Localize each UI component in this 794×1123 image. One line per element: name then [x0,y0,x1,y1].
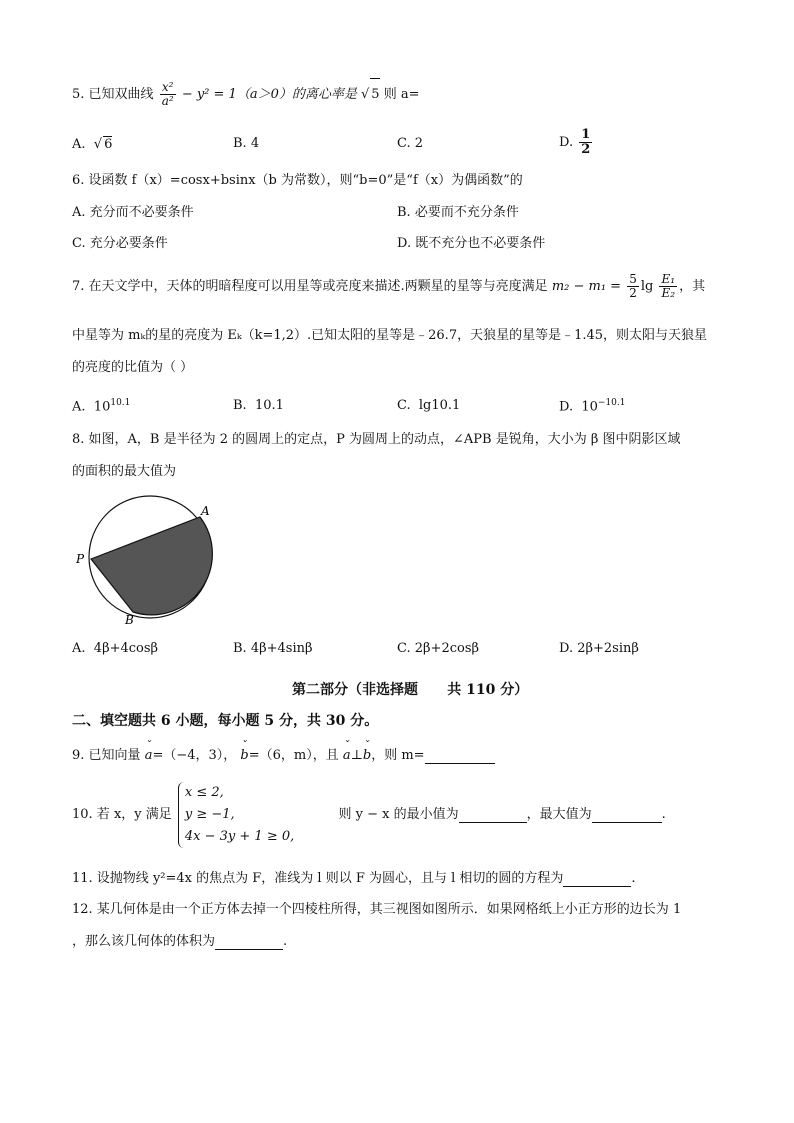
q5-prefix: 5. 已知双曲线 [72,87,154,102]
q10-min-blank[interactable] [459,808,527,823]
q7-frac-e1-e2: $\frac{\text{E₁}}{\text{E₂}}$ [661,271,676,300]
q12-line2: ，那么该几何体的体积为 . [72,934,288,949]
q11-stem: 11. 设抛物线 y²=4x 的焦点为 F，准线为 l 则以 F 为圆心，且与 l 相切的圆的方程为 . [72,871,636,886]
q12-answer-blank[interactable] [215,935,283,950]
q7-option-c: C. lg10.1 [397,398,461,413]
q7-option-b: B. 10.1 [233,398,284,413]
q8-option-d: D. 2β+2sinβ [559,641,639,656]
q9-answer-blank[interactable] [425,749,495,764]
q11-answer-blank[interactable] [563,872,631,887]
q10-max-blank[interactable] [592,808,662,823]
q6-stem: 6. 设函数 f（x）=cosx+bsinx（b 为常数），则“b=0”是“f（x）为偶函数”的 [72,173,523,188]
q7-line2: 中星等为 mₖ的星的亮度为 Eₖ（k=1,2）.已知太阳的星等是﹣26.7，天狼星的星等是﹣1.45，则太阳与天狼星 [72,328,708,343]
q7-formula-lhs: m₂ − m₁ = [551,279,622,294]
q8-label-a: A [201,504,210,518]
part2-heading: 第二部分（非选择题 共 110 分） [292,682,529,698]
q6-option-a: A. 充分而不必要条件 [72,205,194,220]
q5-option-b: B. 4 [233,136,260,151]
section-heading: 二、填空题共 6 小题，每小题 5 分，共 30 分。 [72,713,379,729]
q6-option-d: D. 既不充分也不必要条件 [397,236,546,251]
q7-option-a: A. $10^{10.1}$ [72,398,131,415]
q8-line1: 8. 如图，A，B 是半径为 2 的圆周上的定点，P 为圆周上的动点，∠APB 是锐角，大小为 β 图中阴影区域 [72,432,681,447]
q5-option-a: A. √ 6 [72,137,113,152]
q10-constraint-system: x ≤ 2, y ≥ −1, 4x − 3y + 1 ≥ 0, [178,782,294,848]
q8-option-c: C. 2β+2cosβ [397,641,480,656]
q10-stem: 10. 若 x，y 满足 x ≤ 2, y ≥ −1, 4x − 3y + 1 ≥ 0, 则 y − x 的最小值为 ，最大值为 . [72,782,666,848]
q12-line1: 12. 某几何体是由一个正方体去掉一个四棱柱所得，其三视图如图所示．如果网格纸上小正方形的边长为 1 [72,902,682,917]
q7-option-d: D. $10^{-10.1}$ [559,398,626,415]
q5-stem [72,78,419,110]
q6-option-c: C. 充分必要条件 [72,236,168,251]
q5-option-c: C. 2 [397,136,424,151]
q8-option-a: A. 4β+4cosβ [72,641,159,656]
q5-option-d-fraction: $\frac{1}{2}$ [581,127,591,158]
q7-line3: 的亮度的比值为（ ） [72,360,194,375]
q8-label-b: B [125,613,134,627]
q8-line2: 的面积的最大值为 [72,464,177,479]
q6-option-b: B. 必要而不充分条件 [397,205,519,220]
q7-line1: 7. 在天文学中，天体的明暗程度可以用星等或亮度来描述.两颗星的星等与亮度满足 m₂ − m₁ = $\frac{5}{2}$ lg $\frac{\text{E₁}}{\text{E₂}}$ ，其 [72,271,706,300]
q9-stem: 9. 已知向量 ˇ a=（−4，3）， ˇ b=（6，m），且 ˇ a⊥ˇ b，则 m= [72,748,495,764]
q5-option-d: D. $\frac{1}{2}$ [559,127,591,158]
q5-mid: − y² = 1（a＞0）的离心率是 [181,87,357,102]
q8-shaded-region [91,517,212,615]
q5-sqrt: √ 5 [361,87,380,102]
q8-option-b: B. 4β+4sinβ [233,641,313,656]
q5-fraction: $\frac{\text{x²}}{\text{a²}}$ [161,79,174,108]
q8-label-p: P [76,552,85,566]
q5-suffix: 则 a= [383,87,420,102]
q8-circle-figure [70,490,230,630]
q7-frac-5-2: $\frac{5}{2}$ [629,271,637,300]
